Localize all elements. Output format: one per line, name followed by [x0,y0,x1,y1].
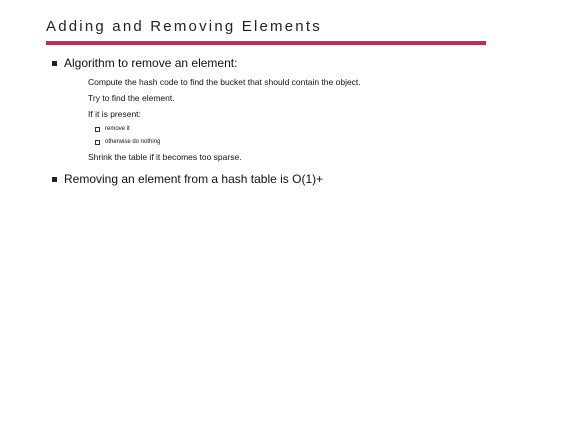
square-bullet-icon [52,61,57,66]
sub-sub-bullet-2 [95,139,160,145]
hollow-square-bullet-icon [95,127,100,132]
sub-sub-bullet-1 [95,126,130,132]
sub-bullet-4: Shrink the table if it becomes too sparse. [88,152,242,162]
hollow-square-bullet-icon [95,140,100,145]
slide-title: Adding and Removing Elements [46,18,322,35]
sub-bullet-1: Compute the hash code to find the bucket that should contain the object. [88,77,361,87]
square-bullet-icon [52,177,57,182]
bullet-text-2: Removing an element from a hash table is O(1)+ [64,172,324,186]
sub-sub-bullet-text-2: otherwise do nothing [105,139,161,145]
sub-bullet-2: Try to find the element. [88,93,175,103]
bullet-item-2 [52,172,323,186]
sub-sub-bullet-text-1: remove it [105,126,130,132]
bullet-text-1: Algorithm to remove an element: [64,56,238,70]
title-underline [46,41,486,45]
bullet-item-1 [52,56,237,70]
sub-bullet-3: If it is present: [88,109,141,119]
